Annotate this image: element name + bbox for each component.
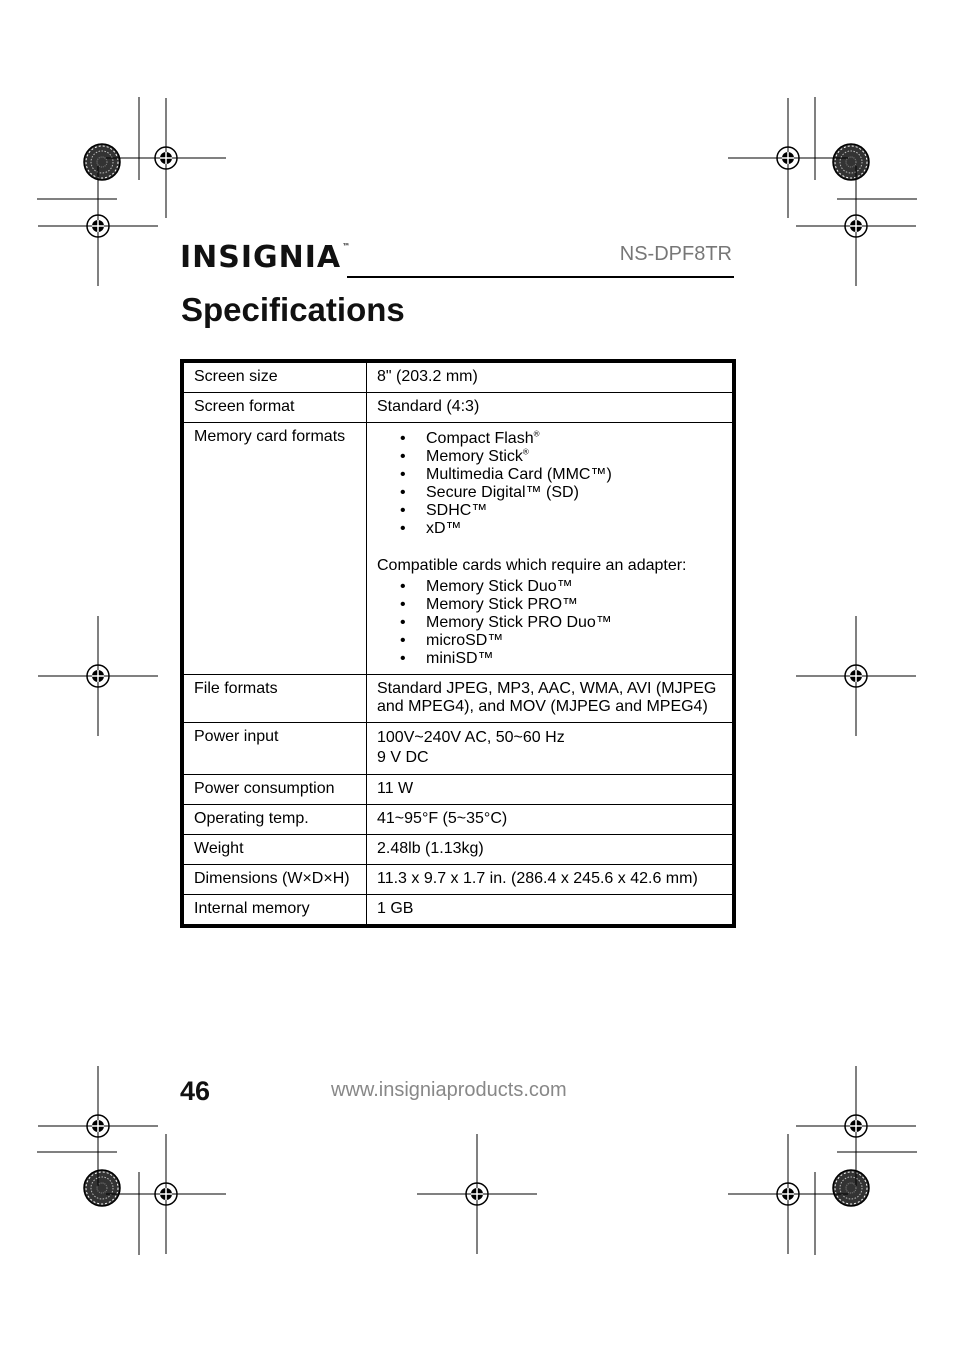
table-row xyxy=(182,865,734,895)
website-url: www.insigniaproducts.com xyxy=(331,1079,567,1101)
spec-value: 8" (203.2 mm) xyxy=(367,361,735,393)
table-row xyxy=(182,723,734,775)
list-item: • xD™ xyxy=(377,520,724,538)
spec-value xyxy=(367,723,735,775)
spec-label: Screen size xyxy=(182,361,367,393)
memory-card-list xyxy=(377,430,724,538)
list-item: • Memory Stick Duo™ xyxy=(377,578,724,596)
page-number: 46 xyxy=(180,1076,211,1106)
spec-label: Power consumption xyxy=(182,775,367,805)
spec-value: 2.48lb (1.13kg) xyxy=(367,835,735,865)
spec-value xyxy=(367,423,735,675)
list-item: • microSD™ xyxy=(377,632,724,650)
list-item: • Multimedia Card (MMC™) xyxy=(377,466,724,484)
insignia-logo xyxy=(180,240,351,275)
list-item: • Memory Stick PRO Duo™ xyxy=(377,614,724,632)
brand-text: INSIGNIA xyxy=(180,240,342,275)
table-row xyxy=(182,423,734,675)
spec-label: Power input xyxy=(182,723,367,775)
table-row xyxy=(182,805,734,835)
list-item: • SDHC™ xyxy=(377,502,724,520)
spec-label: Operating temp. xyxy=(182,805,367,835)
spec-label: File formats xyxy=(182,675,367,723)
spec-value: Standard (4:3) xyxy=(367,393,735,423)
table-row xyxy=(182,393,734,423)
spec-label: Dimensions (W×D×H) xyxy=(182,865,367,895)
spec-value: Standard JPEG, MP3, AAC, WMA, AVI (MJPEG and MPEG4), and MOV (MJPEG and MPEG4) xyxy=(367,675,735,723)
table-row xyxy=(182,675,734,723)
trademark-symbol: ™ xyxy=(342,242,352,251)
spec-value: 11 W xyxy=(367,775,735,805)
adapter-heading: Compatible cards which require an adapter: xyxy=(377,557,687,574)
list-item: • Secure Digital™ (SD) xyxy=(377,484,724,502)
spec-value: 41~95°F (5~35°C) xyxy=(367,805,735,835)
list-item: • Memory Stick® xyxy=(377,448,724,466)
table-row xyxy=(182,835,734,865)
header-rule xyxy=(347,276,734,278)
list-item: • Memory Stick PRO™ xyxy=(377,596,724,614)
page-title: Specifications xyxy=(181,291,405,328)
spec-value: 1 GB xyxy=(367,895,735,927)
list-item: • miniSD™ xyxy=(377,650,724,668)
power-input-line: 100V~240V AC, 50~60 Hz xyxy=(377,729,565,746)
table-row xyxy=(182,775,734,805)
spec-label: Weight xyxy=(182,835,367,865)
table-row xyxy=(182,895,734,927)
power-input-line: 9 V DC xyxy=(377,749,429,766)
table-row xyxy=(182,361,734,393)
specifications-table xyxy=(180,359,736,928)
model-number: NS-DPF8TR xyxy=(619,243,732,265)
spec-value: 11.3 x 9.7 x 1.7 in. (286.4 x 245.6 x 42.6 mm) xyxy=(367,865,735,895)
spec-label: Memory card formats xyxy=(182,423,367,675)
spec-label: Screen format xyxy=(182,393,367,423)
list-item: • Compact Flash® xyxy=(377,430,724,448)
adapter-card-list xyxy=(377,578,724,668)
spec-label: Internal memory xyxy=(182,895,367,927)
